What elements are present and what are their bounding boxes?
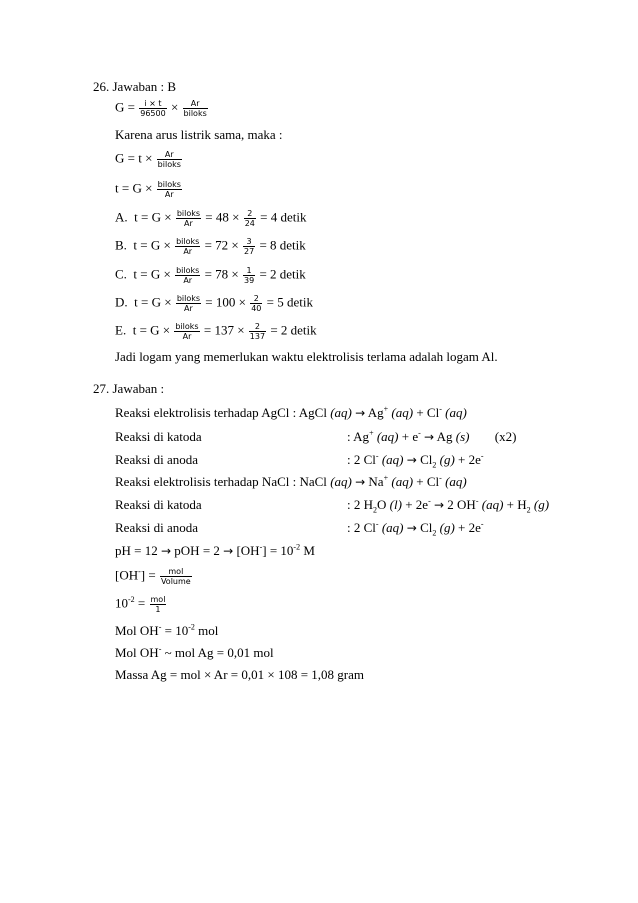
arus-text: Karena arus listrik sama, maka : — [115, 127, 283, 142]
option-c: C. t = G × $\frac{\text{biloks}}{Ar}$ = 78 × $\frac{1}{39}$ = 2 detik — [115, 266, 306, 285]
agcl-reaction: Reaksi elektrolisis terhadap AgCl : AgCl (aq) → Ag+ (aq) + Cl- (aq) — [115, 404, 467, 420]
fraction-it: $\frac{i \times t}{96500}$ — [140, 99, 166, 118]
agcl-katoda: Reaksi di katoda : Ag+ (aq) + e- → Ag (s) (x2) — [115, 428, 517, 444]
nacl-anoda: Reaksi di anoda : 2 Cl- $(aq) \to Cl_2$ (g) + 2e- — [115, 519, 484, 538]
formula-t-g: t = G × $\frac{\text{biloks}}{Ar}$ — [115, 180, 181, 199]
agcl-anoda: Reaksi di anoda : 2 Cl- $(aq) \to Cl_2$ (g) + 2e- — [115, 451, 484, 470]
option-b: B. t = G × $\frac{\text{biloks}}{Ar}$ = 72 × $\frac{3}{27}$ = 8 detik — [115, 237, 306, 256]
conclusion: Jadi logam yang memerlukan waktu elektrolisis terlama adalah logam Al. — [115, 349, 498, 364]
mol-ag-line: Mol OH- ~ mol Ag = 0,01 mol — [115, 644, 274, 660]
massa-line: Massa Ag = mol × Ar = 0,01 × 108 = 1,08 gram — [115, 667, 364, 682]
nacl-katoda: Reaksi di katoda : 2 $H_2O$ (l) + 2e- → 2 OH- $(aq) + H_2$ (g) — [115, 496, 550, 515]
option-e: E. t = G × $\frac{\text{biloks}}{Ar}$ = 137 × $\frac{2}{137}$ = 2 detik — [115, 322, 317, 341]
ph-line: pH = 12 → pOH = $2 \to [OH^-] = 10^{-2}$ M — [115, 542, 315, 558]
oh-formula: [OH-] = $\frac{\text{mol}}{\text{Volume}}$ — [115, 567, 191, 586]
option-d: D. t = G × $\frac{\text{biloks}}{Ar}$ = 100 × $\frac{2}{40}$ = 5 detik — [115, 294, 313, 313]
q26-heading: 26. Jawaban : B — [93, 79, 177, 94]
mol-oh-line: Mol $OH^- = 10^{-2}$ mol — [115, 622, 219, 638]
q27-heading: 27. Jawaban : — [93, 381, 165, 396]
ten-formula: $10^{-2}$ = $\frac{\text{mol}}{1}$ — [115, 595, 166, 614]
formula-g-t: G = t × $\frac{Ar}{\text{biloks}}$ — [115, 150, 181, 169]
fraction-ar-biloks: $\frac{Ar}{\text{biloks}}$ — [183, 99, 207, 118]
formula-g: G = $\frac{i \times t}{96500}$ × $\frac{Ar}{\text{biloks}}$ — [115, 99, 207, 118]
nacl-reaction: Reaksi elektrolisis terhadap NaCl : NaCl (aq) → Na+ (aq) + Cl- (aq) — [115, 473, 467, 489]
option-a: A. t = G × $\frac{\text{biloks}}{Ar}$ = 48 × $\frac{2}{24}$ = 4 detik — [115, 209, 307, 228]
